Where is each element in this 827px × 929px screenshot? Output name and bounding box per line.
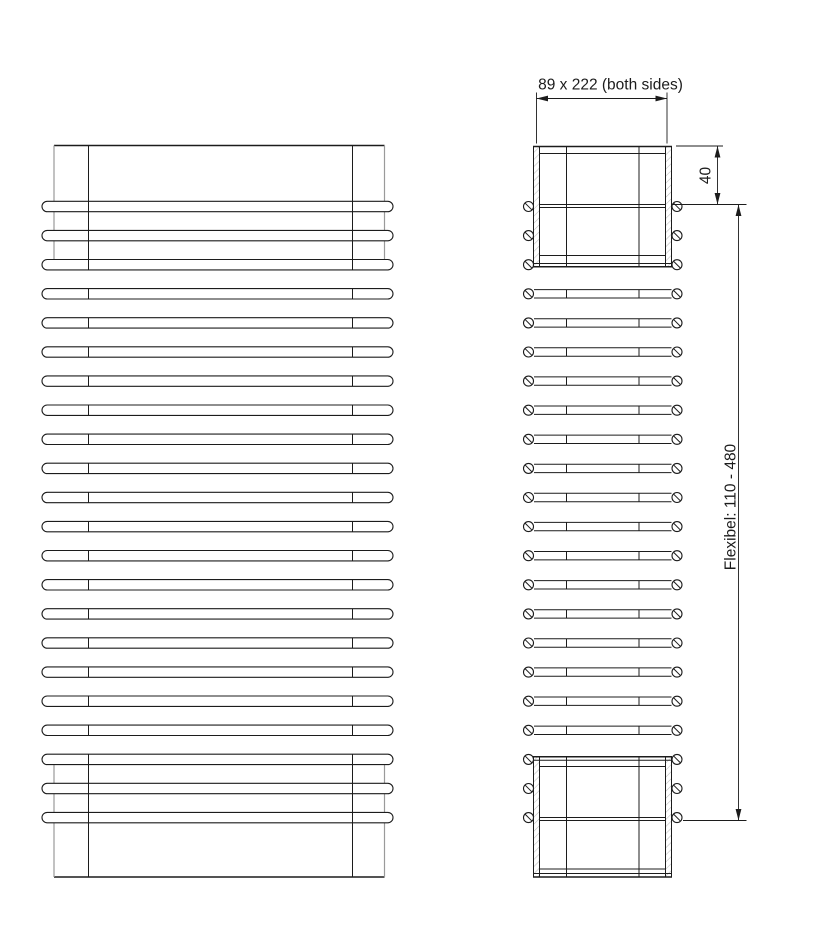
side-bottom-collar-left-wall-hatch xyxy=(534,757,540,878)
flex-range-label: Flexibel: 110 - 480 xyxy=(722,443,740,571)
side-top-collar xyxy=(533,147,672,267)
rib-body xyxy=(42,376,393,386)
size-dimension xyxy=(537,77,683,144)
front-rib xyxy=(42,812,393,822)
side-rib xyxy=(524,347,683,357)
front-rib xyxy=(42,201,393,211)
flex-dim-arrow-down xyxy=(736,809,742,821)
side-bottom-collar-right-wall-hatch xyxy=(666,757,672,878)
side-rib xyxy=(524,493,683,503)
rib-body xyxy=(42,638,393,648)
rib-body xyxy=(42,812,393,822)
collar-depth-label: 40 xyxy=(697,166,715,185)
side-rib xyxy=(524,463,683,473)
rib-body xyxy=(42,696,393,706)
front-rib xyxy=(42,551,393,561)
front-view xyxy=(42,146,393,878)
rib-body xyxy=(42,405,393,415)
depth-dim-arrow-up xyxy=(715,146,721,158)
rib-body xyxy=(42,551,393,561)
rib-body xyxy=(42,725,393,735)
rib-body xyxy=(42,609,393,619)
front-rib xyxy=(42,638,393,648)
dimensions xyxy=(537,77,747,821)
side-top-collar-left-wall-hatch xyxy=(534,147,540,267)
front-rib xyxy=(42,230,393,240)
front-rib xyxy=(42,521,393,531)
rib-body xyxy=(42,463,393,473)
rib-body xyxy=(42,492,393,502)
side-rib xyxy=(524,754,683,764)
front-ribs xyxy=(42,201,393,823)
side-rib xyxy=(524,202,683,212)
side-rib xyxy=(524,696,683,706)
flex-dim-arrow-up xyxy=(736,205,742,217)
front-rib xyxy=(42,696,393,706)
rib-body xyxy=(42,580,393,590)
side-top-collar-right-wall-hatch xyxy=(666,147,672,267)
side-rib xyxy=(524,638,683,648)
side-rib xyxy=(524,289,683,299)
side-rib xyxy=(524,580,683,590)
side-view xyxy=(524,147,683,878)
front-rib xyxy=(42,754,393,764)
front-rib xyxy=(42,725,393,735)
front-rib xyxy=(42,347,393,357)
rib-body xyxy=(42,230,393,240)
side-rib xyxy=(524,522,683,532)
front-rib xyxy=(42,260,393,270)
rib-body xyxy=(42,434,393,444)
side-rib xyxy=(524,376,683,386)
size-dim-arrow-right xyxy=(656,96,668,102)
front-rib xyxy=(42,580,393,590)
front-rib xyxy=(42,667,393,677)
front-rib xyxy=(42,318,393,328)
size-dimension-label: 89 x 222 (both sides) xyxy=(538,76,683,94)
collar-depth-dimension xyxy=(676,146,723,205)
front-rib xyxy=(42,405,393,415)
side-rib xyxy=(524,318,683,328)
front-rib xyxy=(42,289,393,299)
rib-body xyxy=(42,260,393,270)
side-ribs xyxy=(524,202,683,823)
side-rib xyxy=(524,784,683,794)
side-rib xyxy=(524,405,683,415)
front-rib xyxy=(42,463,393,473)
rib-body xyxy=(42,318,393,328)
front-rib xyxy=(42,434,393,444)
rib-body xyxy=(42,667,393,677)
depth-dim-arrow-down xyxy=(715,193,721,205)
side-rib xyxy=(524,260,683,270)
front-rib xyxy=(42,376,393,386)
rib-body xyxy=(42,347,393,357)
flex-dimension xyxy=(672,205,747,821)
side-rib xyxy=(524,725,683,735)
side-rib xyxy=(524,551,683,561)
side-rib xyxy=(524,609,683,619)
side-bottom-collar xyxy=(533,757,672,878)
front-rib xyxy=(42,609,393,619)
size-dim-arrow-left xyxy=(537,96,549,102)
rib-body xyxy=(42,521,393,531)
side-rib xyxy=(524,231,683,241)
front-rib xyxy=(42,492,393,502)
side-rib xyxy=(524,434,683,444)
rib-body xyxy=(42,754,393,764)
front-rib xyxy=(42,783,393,793)
rib-body xyxy=(42,783,393,793)
side-rib xyxy=(524,667,683,677)
rib-body xyxy=(42,201,393,211)
rib-body xyxy=(42,289,393,299)
